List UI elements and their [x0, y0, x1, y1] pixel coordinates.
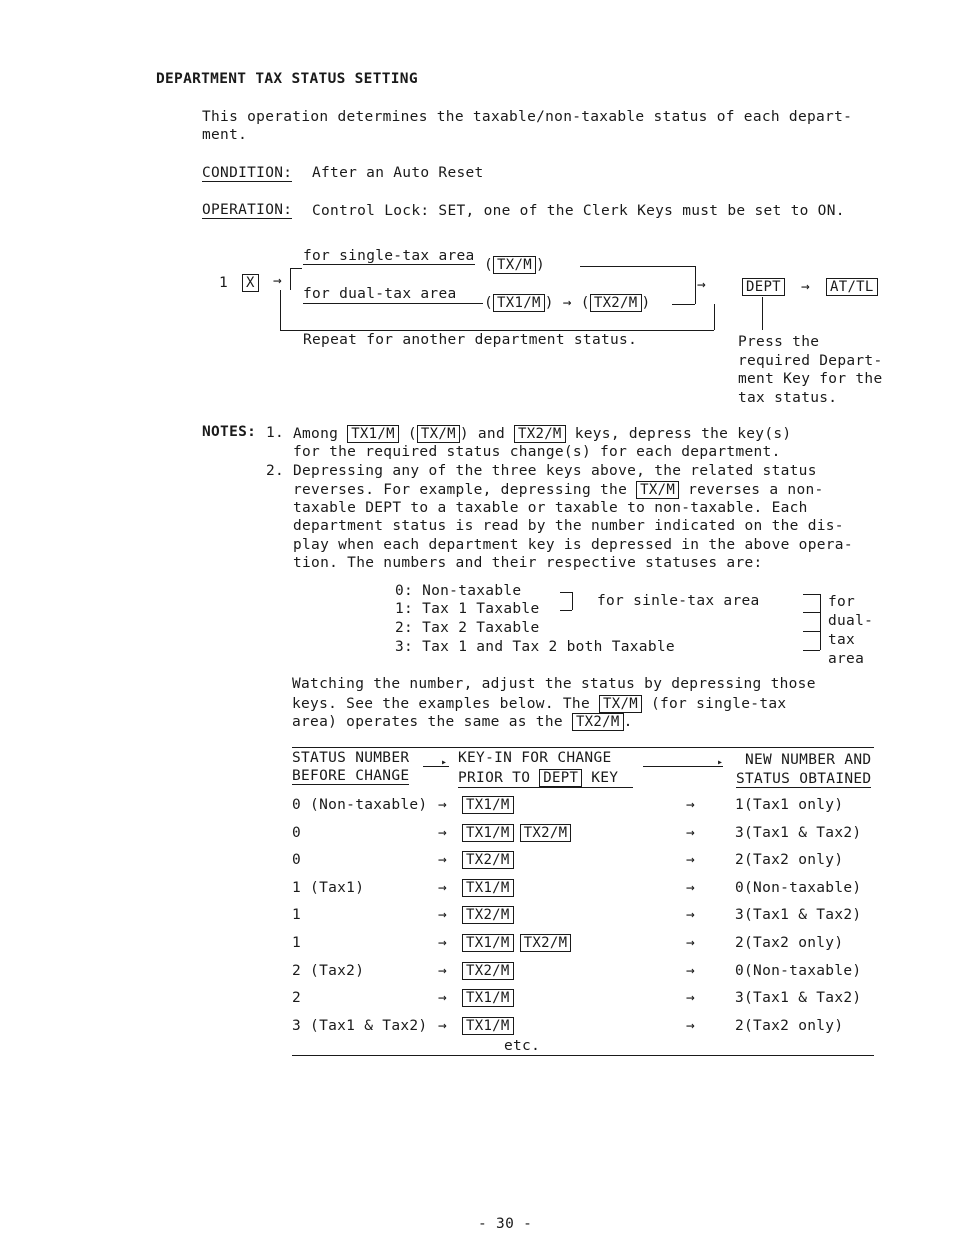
col-key-header-prior: PRIOR TO [458, 770, 531, 786]
status-3: 3: Tax 1 and Tax 2 both Taxable [395, 639, 675, 655]
intro-line-2: ment. [202, 127, 248, 143]
note-2-line-6: tion. The numbers and their respective statuses are: [293, 555, 763, 571]
dual-bracket-top [803, 594, 820, 595]
key-tx1m: TX1/M [462, 989, 514, 1007]
single-bracket-side [572, 592, 573, 610]
operation-text: Control Lock: SET, one of the Clerk Keys must be set to ON. [312, 203, 845, 219]
arrow-icon: → [686, 963, 696, 979]
key-sequence [462, 1017, 520, 1035]
key-dept-label: DEPT [742, 278, 785, 296]
header-arrow-2-line [643, 766, 723, 767]
arrow-icon: ▸ [717, 757, 724, 768]
status-after: 3(Tax1 & Tax2) [735, 907, 862, 923]
key-tx2m: TX2/M [462, 906, 514, 924]
press-note-2: required Depart- [738, 353, 883, 369]
note-2-line-3: taxable DEPT to a taxable or taxable to non-taxable. Each [293, 500, 808, 516]
notes-label: NOTES: [202, 424, 257, 440]
note-2-line-4: department status is read by the number indicated on the dis- [293, 518, 844, 534]
arrow-icon: → [438, 880, 448, 896]
status-after: 0(Non-taxable) [735, 880, 862, 896]
note-2-number: 2. [266, 463, 285, 479]
dual-underline [303, 303, 483, 304]
status-after: 3(Tax1 & Tax2) [735, 990, 862, 1006]
table-top-rule [292, 747, 874, 748]
repeat-loop-bottom [280, 330, 714, 331]
key-tx2m: TX2/M [520, 824, 572, 842]
note-2-line-2 [293, 481, 824, 499]
arrow-icon: → [686, 797, 696, 813]
arrow-icon: → [686, 990, 696, 1006]
key-tx1m: TX1/M [493, 294, 545, 312]
dual-bracket-side [820, 594, 821, 650]
status-before: 1 [292, 907, 302, 923]
status-before: 0 [292, 852, 302, 868]
arrow-icon: → [438, 990, 448, 1006]
status-after: 1(Tax1 only) [735, 797, 844, 813]
key-txm: TX/M [493, 256, 536, 274]
key-txm: TX/M [599, 695, 642, 713]
status-before: 1 (Tax1) [292, 880, 365, 896]
branch-bracket [290, 268, 291, 290]
note-2-text-b: reverses a non- [688, 482, 824, 498]
join-bracket [695, 266, 696, 304]
note-1-text-d: keys, depress the key(s) [574, 426, 792, 442]
key-sequence [462, 989, 520, 1007]
single-bracket-top [560, 592, 572, 593]
condition-label: CONDITION: [202, 165, 293, 181]
table-etc: etc. [504, 1038, 541, 1054]
key-tx2m: TX2/M [572, 713, 624, 731]
key-tx1m: TX1/M [462, 824, 514, 842]
key-sequence [462, 879, 520, 897]
dept-pointer [762, 297, 763, 330]
key-tx1m: TX1/M [462, 1017, 514, 1035]
single-group-label: for sinle-tax area [597, 593, 760, 609]
press-note-3: ment Key for the [738, 371, 883, 387]
watch-line-3 [292, 713, 633, 731]
watch-text-a: keys. See the examples below. The [292, 696, 590, 712]
dual-group-label-2: dual- [828, 613, 874, 629]
key-txm: TX/M [636, 481, 679, 499]
dual-bracket-tick-1 [803, 612, 820, 613]
col-after-header-2: STATUS OBTAINED [736, 771, 872, 787]
condition-text: After an Auto Reset [312, 165, 484, 181]
dual-tax-label: for dual-tax area [303, 286, 457, 302]
operation-label: OPERATION: [202, 202, 293, 218]
arrow-icon: → [438, 935, 448, 951]
col-key-header-2 [458, 769, 618, 787]
key-dept: DEPT [539, 769, 582, 787]
dual-group-label-3: tax [828, 632, 856, 648]
dual-group-label-4: area [828, 651, 865, 667]
intro-line-1: This operation determines the taxable/non-taxable status of each depart- [202, 109, 853, 125]
col-key-underline [458, 787, 633, 788]
key-tx2m: TX2/M [462, 851, 514, 869]
arrow-icon: → [686, 935, 696, 951]
key-tx1m: TX1/M [462, 879, 514, 897]
arrow-icon: → [686, 852, 696, 868]
note-2-line-5: play when each department key is depressed in the above opera- [293, 537, 853, 553]
status-after: 2(Tax2 only) [735, 935, 844, 951]
key-x [242, 274, 259, 292]
key-tx2m: TX2/M [514, 425, 566, 443]
press-note-1: Press the [738, 334, 820, 350]
key-tx2m: TX2/M [590, 294, 642, 312]
key-dept [742, 278, 785, 296]
single-tax-label: for single-tax area [303, 248, 475, 264]
key-sequence [462, 851, 520, 869]
arrow-icon: → [438, 852, 448, 868]
watch-text-c: area) operates the same as the [292, 714, 563, 730]
status-before: 0 [292, 825, 302, 841]
single-line [580, 266, 695, 267]
key-tx2m: TX2/M [520, 934, 572, 952]
status-2: 2: Tax 2 Taxable [395, 620, 540, 636]
key-sequence [462, 934, 577, 952]
status-before: 0 (Non-taxable) [292, 797, 428, 813]
dual-tax-keys: ( TX1/M ) → ( TX2/M ) [484, 295, 651, 311]
watch-line-2 [292, 695, 786, 713]
arrow-icon: → [438, 1018, 448, 1034]
note-2-text-a: reverses. For example, depressing the [293, 482, 628, 498]
watch-text-b: (for single-tax [650, 696, 787, 712]
status-before: 1 [292, 935, 302, 951]
watch-text-d: . [623, 714, 633, 730]
dual-bracket-tick-2 [803, 631, 820, 632]
status-after: 2(Tax2 only) [735, 852, 844, 868]
arrow-icon: → [438, 825, 448, 841]
key-tx1m: TX1/M [462, 934, 514, 952]
key-x-label: X [242, 274, 259, 292]
key-at-tl-label: AT/TL [826, 278, 878, 296]
arrow-icon: → [801, 279, 811, 295]
repeat-text: Repeat for another department status. [303, 332, 638, 348]
repeat-loop-right [714, 304, 715, 330]
arrow-icon: ▸ [441, 757, 448, 768]
key-at-tl [826, 278, 878, 296]
status-before: 2 [292, 990, 302, 1006]
watch-line-1: Watching the number, adjust the status by depressing those [292, 676, 816, 692]
single-tax-keys: ( TX/M ) [484, 257, 545, 273]
key-tx1m: TX1/M [462, 796, 514, 814]
table-bottom-rule [292, 1055, 874, 1056]
status-1: 1: Tax 1 Taxable [395, 601, 540, 617]
branch-top [290, 268, 302, 269]
note-2-line-1: Depressing any of the three keys above, the related status [293, 463, 817, 479]
col-key-header-1: KEY-IN FOR CHANGE [458, 750, 612, 766]
status-before: 3 (Tax1 & Tax2) [292, 1018, 428, 1034]
arrow-icon: → [686, 1018, 696, 1034]
note-1-line-2: for the required status change(s) for each department. [293, 444, 781, 460]
status-after: 2(Tax2 only) [735, 1018, 844, 1034]
dual-group-label-1: for [828, 594, 856, 610]
dual-line [672, 304, 695, 305]
status-0: 0: Non-taxable [395, 583, 522, 599]
arrow-icon: → [697, 277, 707, 293]
arrow-icon: → [686, 825, 696, 841]
page-number: - 30 - [478, 1216, 533, 1232]
note-1-text-a: Among [293, 426, 339, 442]
key-sequence [462, 906, 520, 924]
arrow-icon: → [438, 797, 448, 813]
note-1-number: 1. [266, 425, 285, 441]
repeat-loop-left [280, 290, 281, 330]
status-after: 0(Non-taxable) [735, 963, 862, 979]
arrow-icon: → [686, 880, 696, 896]
col-key-header-key: KEY [591, 770, 619, 786]
arrow-icon: → [438, 907, 448, 923]
col-before-header-2: BEFORE CHANGE [292, 768, 410, 784]
note-1-line-1 [293, 425, 791, 443]
arrow-icon: → [438, 963, 448, 979]
key-txm: TX/M [417, 425, 460, 443]
key-sequence [462, 962, 520, 980]
status-before: 2 (Tax2) [292, 963, 365, 979]
arrow-icon: → [686, 907, 696, 923]
note-1-text-b: ( [407, 426, 417, 442]
arrow-icon: → [273, 273, 283, 289]
col-before-header-1: STATUS NUMBER [292, 750, 410, 766]
key-tx2m: TX2/M [462, 962, 514, 980]
press-note-4: tax status. [738, 390, 838, 406]
dual-bracket-bottom [803, 650, 820, 651]
note-1-text-c: ) and [459, 426, 505, 442]
key-sequence [462, 824, 577, 842]
key-sequence [462, 796, 520, 814]
single-bracket-bottom [560, 610, 572, 611]
flow-start-number: 1 [219, 275, 229, 291]
page-heading: DEPARTMENT TAX STATUS SETTING [156, 71, 418, 87]
status-after: 3(Tax1 & Tax2) [735, 825, 862, 841]
key-tx1m: TX1/M [347, 425, 399, 443]
col-after-header-1: NEW NUMBER AND [745, 752, 872, 768]
